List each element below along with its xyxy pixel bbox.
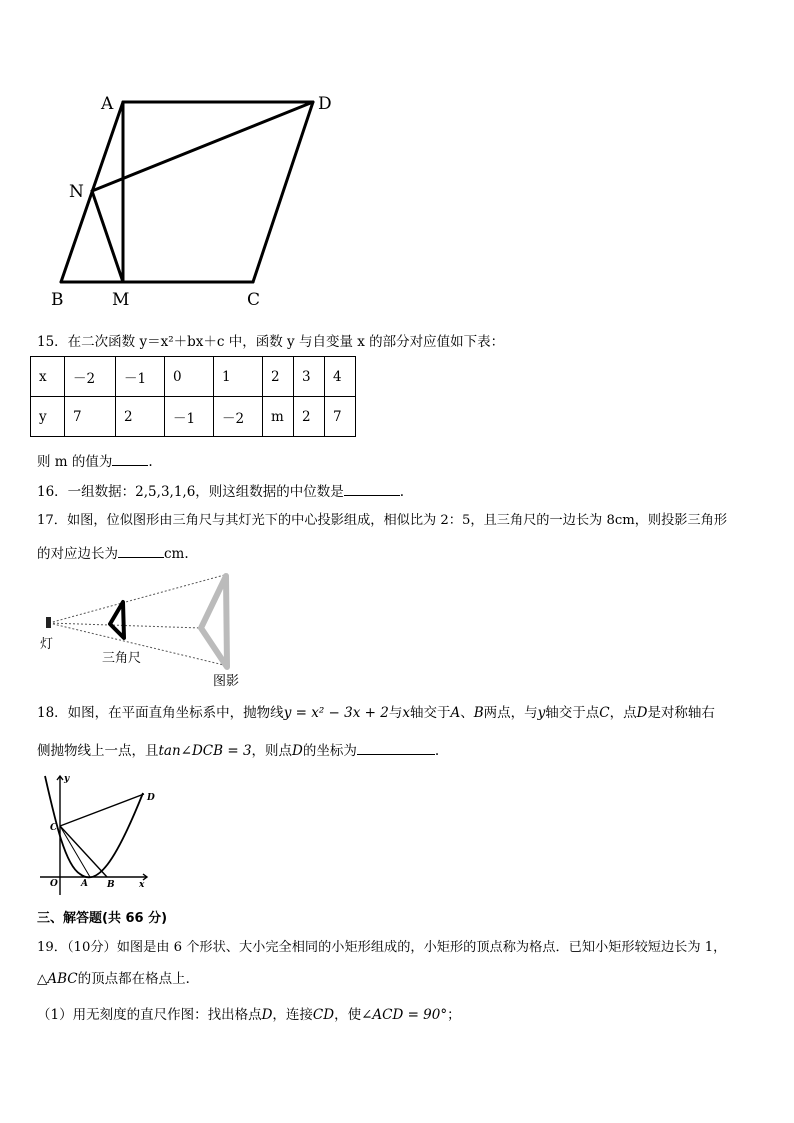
q16-question: [37, 482, 404, 500]
q16-suffix: .: [399, 484, 405, 500]
lamp-label: 灯: [40, 637, 54, 652]
shadow-triangle-icon: [201, 576, 227, 667]
q18-answer-blank[interactable]: [357, 741, 435, 755]
q19-text: （1）用无刻度的直尺作图：找出格点: [37, 1007, 262, 1023]
shadow-label: 图影: [213, 674, 240, 689]
axis-x-label: x: [139, 880, 145, 890]
q15-value-table: [30, 356, 356, 437]
q19-line2-text: 的顶点都在格点上．: [77, 971, 200, 987]
table-cell: 2: [263, 357, 294, 397]
table-cell: 7: [325, 397, 356, 437]
table-cell: 1: [214, 357, 263, 397]
q19-line1: 19．（10分）如图是由 6 个形状、大小完全相同的小矩形组成的，小矩形的顶点称为格点．已知小矩形较短边长为 1，: [37, 940, 727, 955]
q18-text: 18．如图，在平面直角坐标系中，抛物线: [37, 705, 284, 721]
q15-ask-prefix: 则 m 的值为: [37, 454, 113, 470]
q18-var: B: [473, 705, 484, 721]
q18-text: 是对称轴右: [647, 705, 715, 721]
q18-text: .: [434, 743, 440, 759]
q17-line1: 17．如图，位似图形由三角尺与其灯光下的中心投影组成，相似比为 2：5，且三角尺的一边长为 8cm，则投影三角形: [37, 513, 728, 528]
table-cell: 7: [65, 397, 116, 437]
q15-ask-suffix: .: [148, 454, 153, 470]
q15-answer-blank[interactable]: [112, 452, 148, 466]
table-cell: －2: [65, 357, 116, 397]
table-cell: 2: [294, 397, 325, 437]
table-cell: －1: [165, 397, 214, 437]
q18-text: 轴交于: [409, 705, 451, 721]
q18-parabola-formula: y = x² − 3x + 2: [283, 705, 389, 721]
q19-var: CD: [312, 1007, 335, 1023]
point-C-label: C: [50, 823, 58, 833]
q18-text: ，点: [609, 705, 637, 721]
point-D-label: D: [147, 793, 155, 803]
table-cell: 0: [165, 357, 214, 397]
table-cell: －2: [214, 397, 263, 437]
q18-line1: [37, 705, 715, 721]
q15-question: [37, 452, 153, 470]
q18-var: D: [292, 743, 303, 759]
parabola-figure: [35, 770, 165, 900]
q17-line2-prefix: 的对应边长为: [37, 546, 118, 562]
table-cell: y: [31, 397, 65, 437]
table-row: [31, 397, 356, 437]
q15-stem: 15．在二次函数 y＝x²＋bx＋c 中，函数 y 与自变量 x 的部分对应值如下表：: [37, 334, 505, 350]
label-M: M: [112, 290, 130, 310]
table-cell: －1: [116, 357, 165, 397]
q18-text: 的坐标为: [302, 743, 357, 759]
q18-text: ，则点: [251, 743, 293, 759]
q16-answer-blank[interactable]: [344, 482, 400, 496]
q18-text: 侧抛物线上一点，且: [37, 743, 159, 759]
q17-line2: [37, 544, 189, 562]
q18-text: 、: [460, 705, 474, 721]
q18-tan-formula: tan∠DCB = 3: [158, 743, 252, 759]
q16-prefix: 16．一组数据：2,5,3,1,6，则这组数据的中位数是: [37, 484, 344, 500]
table-cell: x: [31, 357, 65, 397]
lamp-icon: [46, 617, 51, 628]
q18-var: A: [450, 705, 461, 721]
label-C: C: [247, 290, 261, 310]
q17-answer-blank[interactable]: [118, 544, 164, 558]
origin-label: O: [50, 879, 58, 889]
q19-sub1: [37, 1007, 461, 1023]
ruler-icon: [110, 602, 124, 638]
label-D: D: [318, 94, 332, 114]
q19-line2: [37, 971, 199, 987]
q19-text: ，使: [334, 1007, 362, 1023]
ruler-label: 三角尺: [102, 651, 142, 666]
q18-var: C: [599, 705, 610, 721]
q19-text: ，连接: [272, 1007, 313, 1023]
parallelogram-figure: [40, 85, 360, 315]
label-B: B: [51, 290, 64, 310]
q18-text: 两点，与: [483, 705, 538, 721]
table-cell: 4: [325, 357, 356, 397]
table-row: [31, 357, 356, 397]
q19-text: ；: [447, 1007, 461, 1023]
q18-text: 与: [388, 705, 403, 721]
axis-y-label: y: [64, 774, 70, 784]
table-cell: 2: [116, 397, 165, 437]
table-cell: 3: [294, 357, 325, 397]
label-N: N: [69, 182, 84, 202]
projection-figure: [35, 570, 255, 690]
q19-var: D: [261, 1007, 273, 1023]
q17-line2-suffix: cm.: [164, 546, 189, 562]
point-B-label: B: [107, 880, 115, 890]
q18-text: 轴交于点: [545, 705, 600, 721]
label-A: A: [101, 94, 114, 114]
q19-angle-formula: ∠ACD = 90°: [361, 1007, 448, 1023]
q18-var: x: [402, 705, 410, 721]
q18-var: y: [537, 705, 546, 721]
q18-var: D: [636, 705, 648, 721]
q19-triangle-formula: △ABC: [37, 971, 78, 987]
section-heading: 三、解答题(共 66 分): [37, 911, 168, 926]
table-cell: m: [263, 397, 294, 437]
q18-line2: [37, 741, 439, 759]
point-A-label: A: [81, 879, 88, 889]
